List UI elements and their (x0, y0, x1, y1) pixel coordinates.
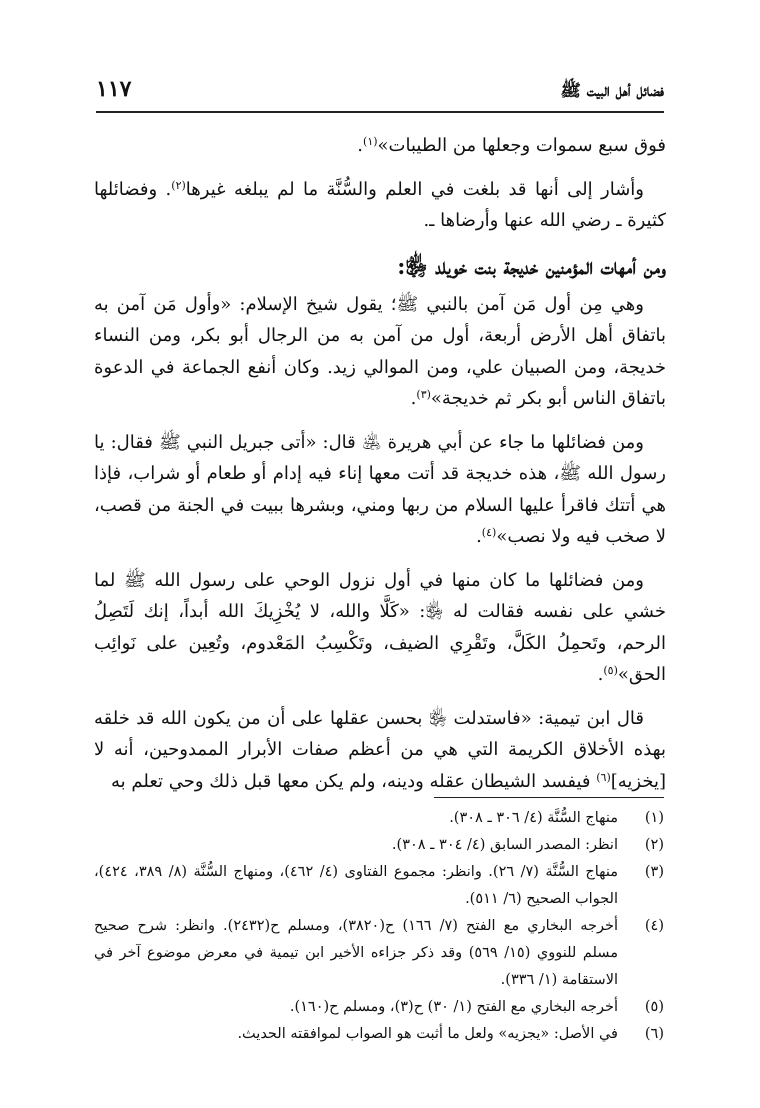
footnote (94, 859, 664, 913)
paragraph: ومن فضائلها ما جاء عن أبي هريرة ﵁ قال: «أتى جبريل النبي ﷺ فقال: يا رسول الله ﷺ، هذه خديجة قد أتت معها إناء فيه إدام أو طعام أو شراب، فإذا هي أتتك فاقرأ عليها السلام من ربها ومني، وبشرها ببيت في الجنة من قصب، لا صخب فيه ولا نصب»$^{(٤)}$. (94, 431, 666, 547)
footnote-text: أخرجه البخاري مع الفتح (٧/ ١٦٦) ح(٣٨٢٠)، ومسلم ح(٢٤٣٢). وانظر: شرح صحيح مسلم للنووي (١٥/ ٥٦٩) وقد ذكر جزاءه الأخير ابن تيمية في معرض موضوع آخر في الاستقامة (١/ ٣٣٦). (94, 918, 619, 988)
paragraph: وأشار إلى أنها قد بلغت في العلم والسُّنَّة ما لم يبلغه غيرها$^{(٢)}$. وفضائلها كثيرة ـ رضي الله عنها وأرضاها ـ. (94, 178, 666, 231)
footnote-ref: (١) (363, 135, 378, 148)
footnote-ref: (٤) (481, 526, 497, 539)
footnote-ref: (٢) (171, 178, 186, 192)
footnote-number: (٣) (644, 864, 664, 880)
running-title: فضائل أهل البيت ﷺ (560, 81, 664, 101)
footnote (94, 994, 664, 1021)
footnote-number: (٦) (644, 1026, 664, 1042)
footnote (94, 913, 664, 994)
footnote-text: أخرجه البخاري مع الفتح (١/ ٣٠) ح(٣)، ومسلم ح(١٦٠). (289, 999, 618, 1015)
footnote-ref: (٦) (596, 770, 611, 784)
footnote-number: (١) (644, 810, 664, 826)
main-text (94, 130, 666, 809)
footnote (94, 832, 664, 859)
section-heading: ومن أمهات المؤمنين خديجة بنت خويلد ﵂: (397, 253, 666, 280)
footnote-text: في الأصل: «يجزيه» ولعل ما أثبت هو الصواب لموافقته الحديث. (237, 1026, 618, 1042)
page-header (96, 76, 664, 110)
footnote-ref: (٣) (416, 388, 431, 401)
page-number: ١١٧ (96, 76, 132, 102)
footnote-number: (٥) (644, 999, 664, 1015)
footnote-text: انظر: المصدر السابق (٤/ ٣٠٤ ـ ٣٠٨). (391, 837, 618, 853)
footnote-text: منهاج السُّنَّة (٤/ ٣٠٦ ـ ٣٠٨). (449, 810, 618, 826)
footnote (94, 805, 664, 832)
paragraph: فوق سبع سموات وجعلها من الطيبات»$^{(١)}$. (357, 135, 666, 156)
footnote (94, 1021, 664, 1048)
footnotes (94, 805, 664, 1048)
footnote-number: (٤) (644, 918, 664, 934)
paragraph: قال ابن تيمية: «فاستدلت ﵂ بحسن عقلها على أن من يكون الله قد خلقه بهذه الأخلاق الكريمة التي هي من أعظم صفات الأبرار الممدوحين، أنه لا [يخزيه]$^{(٦)}$ فيفسد الشيطان عقله ودينه، ولم يكن معها قبل ذلك وحي تعلم به (94, 707, 666, 792)
header-rule (96, 111, 664, 113)
footnote-separator (434, 797, 664, 798)
paragraph: وهي مِن أول مَن آمن بالنبي ﷺ؛ يقول شيخ الإسلام: «وأول مَن آمن به باتفاق أهل الأرض أربعة، أول من آمن به من الرجال أبو بكر، ومن النساء خديجة، ومن الصبيان علي، ومن الموالي زيد. وكان أنفع الجماعة في الدعوة باتفاق الناس أبو بكر ثم خديجة»$^{(٣)}$. (94, 293, 666, 409)
footnote-text: منهاج السُّنَّة (٧/ ٢٦). وانظر: مجموع الفتاوى (٤/ ٤٦٢)، ومنهاج السُّنَّة (٨/ ٣٨٩، ٤٢٤)، الجواب الصحيح (٦/ ٥١١). (94, 864, 618, 907)
paragraph: ومن فضائلها ما كان منها في أول نزول الوحي على رسول الله ﷺ لما خشي على نفسه فقالت له ﵂: «كَلَّا والله، لا يُخْزِيكَ الله أبداً، إنك لَتَصِلُ الرحم، وتَحمِلُ الكَلَّ، وتَقْرِي الضيف، وتَكْسِبُ المَعْدوم، وتُعِين على نَوائِب الحق»$^{(٥)}$. (94, 569, 666, 685)
footnote-ref: (٥) (603, 664, 618, 677)
footnote-number: (٢) (644, 837, 664, 853)
